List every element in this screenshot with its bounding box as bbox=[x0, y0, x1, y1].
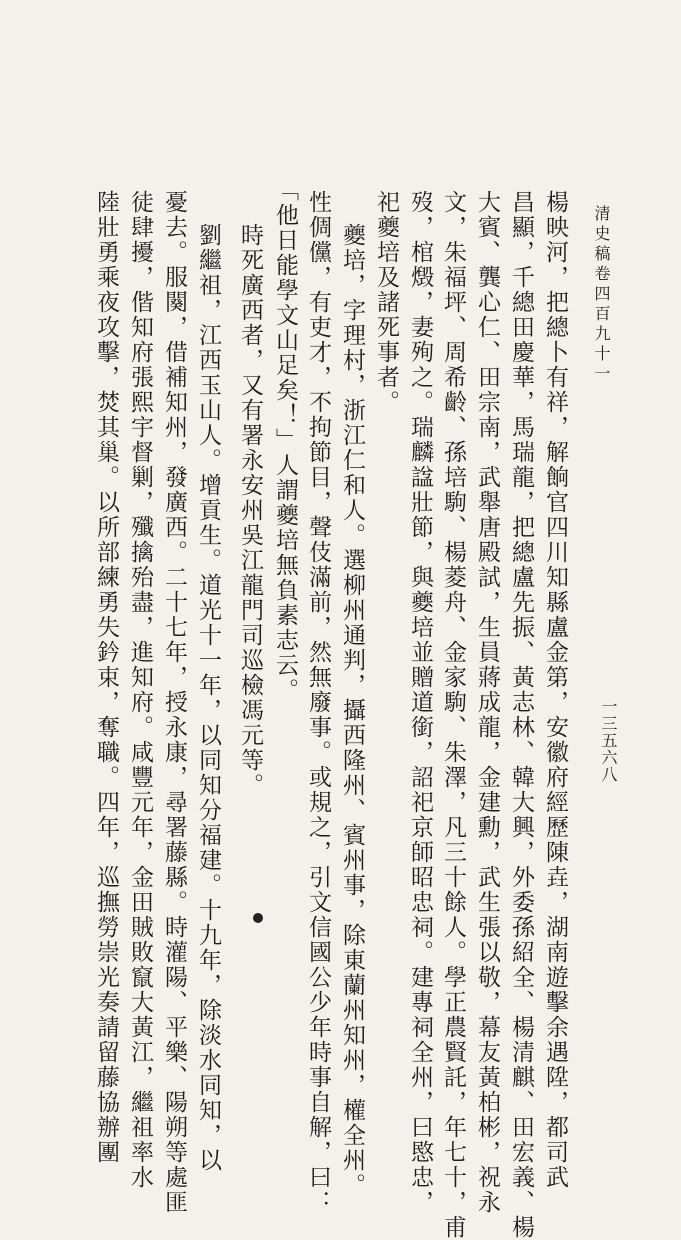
text-column: 「他日能學文山足矣！」人謂夔培無負素志云。 bbox=[272, 178, 298, 703]
text-column: 歿，棺燬，妻殉之。瑞麟諡壯節，與夔培並贈道銜，詔祀京師昭忠祠。建專祠全州，曰愍忠， bbox=[407, 190, 433, 1215]
text-column: 文，朱福坪、周希齡、孫培駒、楊菱舟、金家駒、朱澤，凡三十餘人。學正農賢託，年七十，甫 bbox=[440, 190, 466, 1240]
text-column: 祀夔培及諸死事者。 bbox=[373, 190, 399, 415]
page-number: 一三五六八 bbox=[599, 698, 618, 783]
text-column: 劉繼祖，江西玉山人。增貢生。道光十一年，以同知分福建。十九年，除淡水同知，以 bbox=[195, 223, 221, 1173]
ink-mark bbox=[253, 913, 263, 923]
text-column: 時死廣西者，又有署永安州吳江龍門司巡檢馮元等。 bbox=[237, 223, 263, 798]
text-column: 憂去。服闋，借補知州，發廣西。二十七年，授永康，尋署藤縣。時灌陽、平樂、陽朔等處匪 bbox=[161, 190, 187, 1215]
text-column: 徒肆擾，偕知府張熙宇督剿，殲擒殆盡，進知府。咸豐元年，金田賊敗竄大黃江，繼祖率水 bbox=[127, 190, 153, 1190]
text-column: 楊映河，把總卜有祥，解餉官四川知縣盧金第，安徽府經歷陳垚，湖南遊擊余遇陞，都司武 bbox=[542, 190, 568, 1190]
text-column: 陸壯勇乘夜攻擊，焚其巢。以所部練勇失鈐束，奪職。四年，巡撫勞崇光奏請留藤協辦團 bbox=[93, 190, 119, 1165]
text-column: 昌顯，千總田慶華，馬瑞龍，把總盧先振、黃志林、韓大興，外委孫紹全、楊清麒、田宏義、楊 bbox=[508, 190, 534, 1240]
running-header: 清史稿卷四百九十一 bbox=[592, 205, 611, 385]
text-column: 夔培，字理村，浙江仁和人。選柳州通判，攝西隆州、賓州事，除東蘭州知州，權全州。 bbox=[339, 223, 365, 1198]
text-column: 性倜儻，有吏才，不拘節目，聲伎滿前，然無廢事。或規之，引文信國公少年時事自解，曰： bbox=[305, 190, 331, 1215]
text-column: 大賓、龔心仁、田宗南，武舉唐殿試，生員蔣成龍，金建勳，武生張以敬，幕友黃柏彬，祝永 bbox=[474, 190, 500, 1215]
